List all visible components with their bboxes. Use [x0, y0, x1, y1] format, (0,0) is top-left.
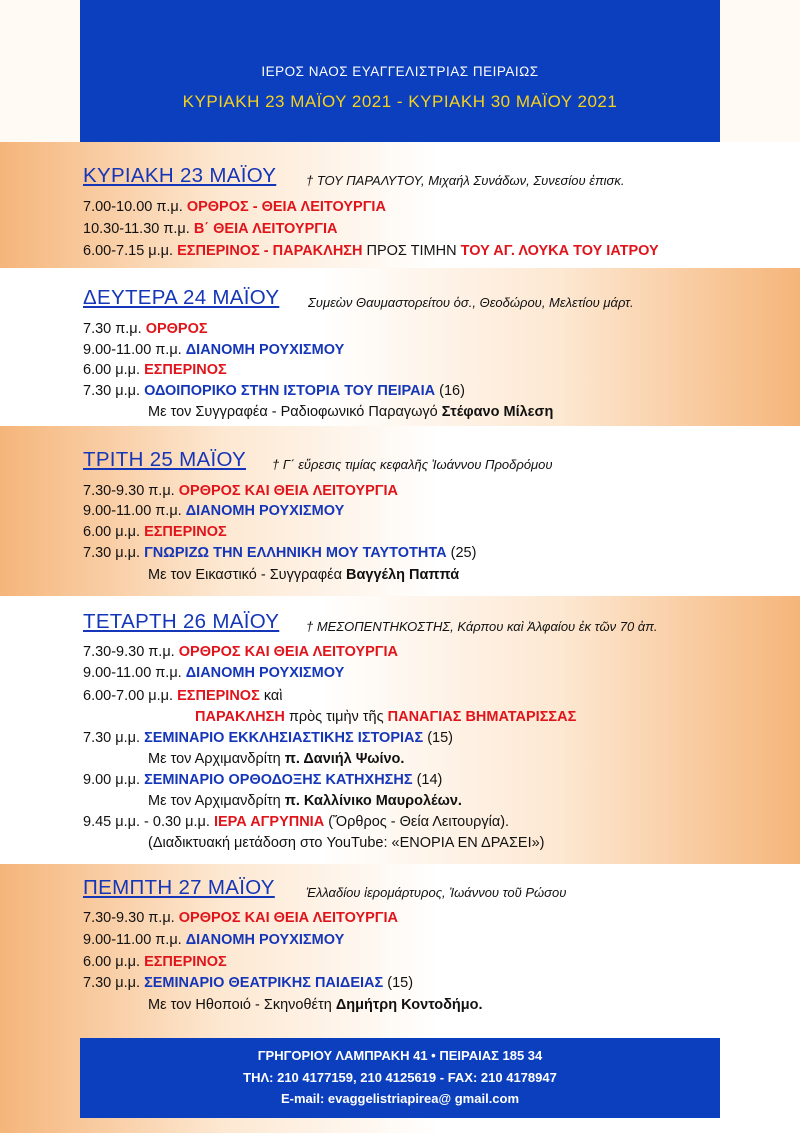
- schedule-line: [83, 545, 476, 561]
- line-event: ΕΣΠΕΡΙΝΟΣ: [177, 688, 260, 704]
- line-time: 7.30 μ.μ.: [83, 383, 141, 399]
- schedule-line: [83, 483, 398, 499]
- church-name: ΙΕΡΟΣ ΝΑΟΣ ΕΥΑΓΓΕΛΙΣΤΡΙΑΣ ΠΕΙΡΑΙΩΣ: [261, 64, 539, 79]
- schedule-line: [83, 644, 398, 660]
- schedule-line: [83, 503, 344, 519]
- line-event: ΔΙΑΝΟΜΗ ΡΟΥΧΙΣΜΟΥ: [185, 342, 345, 358]
- line-time: 9.00-11.00 π.μ.: [83, 932, 182, 948]
- schedule-line: [83, 362, 227, 378]
- line-time: 7.30 π.μ.: [83, 321, 142, 337]
- line-time: 7.30 μ.μ.: [83, 975, 141, 991]
- line-event: ΙΕΡΑ ΑΓΡΥΠΝΙΑ: [213, 814, 325, 830]
- line-suffix: καὶ: [263, 688, 283, 704]
- feast-text: † ΜΕΣΟΠΕΝΤΗΚΟΣΤΗΣ, Κάρπου καὶ Ἀλφαίου ἐκ τῶν 70 ἀπ.: [306, 619, 658, 634]
- schedule-line: [83, 772, 442, 788]
- line-prefix: Με τον Συγγραφέα - Ραδιοφωνικό Παραγωγό: [148, 404, 438, 420]
- line-event: ΓΝΩΡΙΖΩ ΤΗΝ ΕΛΛΗΝΙΚΗ ΜΟΥ ΤΑΥΤΟΤΗΤΑ: [144, 545, 447, 561]
- schedule-line: [148, 835, 545, 851]
- line-event: ΔΙΑΝΟΜΗ ΡΟΥΧΙΣΜΟΥ: [185, 665, 345, 681]
- line-time: 6.00 μ.μ.: [83, 362, 141, 378]
- line-time: 9.00-11.00 π.μ.: [83, 342, 182, 358]
- footer-phones: ΤΗΛ: 210 4177159, 210 4125619 - FAX: 210 4178947: [243, 1070, 557, 1085]
- schedule-line: [83, 814, 509, 830]
- schedule-line: [148, 751, 404, 767]
- schedule-line: [83, 221, 337, 237]
- schedule-line: [148, 793, 462, 809]
- line-suffix: (15): [387, 975, 414, 991]
- feast-text: Ἑλλαδίου ἱερομάρτυρος, Ἰωάννου τοῦ Ρώσου: [306, 885, 567, 900]
- line-prefix: Με τον Αρχιμανδρίτη: [148, 751, 281, 767]
- line-mid: πρὸς τιμὴν τῆς: [288, 709, 384, 725]
- line-event: ΟΡΘΡΟΣ ΚΑΙ ΘΕΙΑ ΛΕΙΤΟΥΡΓΙΑ: [178, 483, 398, 499]
- schedule-line: [83, 688, 283, 704]
- schedule-line: [83, 910, 398, 926]
- line-event: ΕΣΠΕΡΙΝΟΣ: [144, 954, 227, 970]
- feast-text: † Γ΄ εὕρεσις τιμίας κεφαλῆς Ἰωάννου Προδρόμου: [272, 457, 553, 472]
- line-prefix: Με τον Αρχιμανδρίτη: [148, 793, 281, 809]
- line-time: 7.30 μ.μ.: [83, 545, 141, 561]
- footer-address: ΓΡΗΓΟΡΙΟΥ ΛΑΜΠΡΑΚΗ 41 • ΠΕΙΡΑΙΑΣ 185 34: [257, 1048, 543, 1063]
- line-event: ΟΡΘΡΟΣ ΚΑΙ ΘΕΙΑ ΛΕΙΤΟΥΡΓΙΑ: [178, 910, 398, 926]
- line-time: 6.00 μ.μ.: [83, 954, 141, 970]
- line-suffix: (Ὄρθρος - Θεία Λειτουργία).: [328, 814, 510, 830]
- day-title: ΔΕΥΤΕΡΑ 24 ΜΑΪΟΥ: [83, 286, 280, 309]
- line-prefix: Με τον Εικαστικό - Συγγραφέα: [148, 567, 342, 583]
- line-event: ΟΡΘΡΟΣ: [145, 321, 208, 337]
- line-event: ΣΕΜΙΝΑΡΙΟ ΕΚΚΛΗΣΙΑΣΤΙΚΗΣ ΙΣΤΟΡΙΑΣ: [144, 730, 424, 746]
- line-event-secondary: ΤΟΥ ΑΓ. ΛΟΥΚΑ ΤΟΥ ΙΑΤΡΟΥ: [460, 243, 659, 259]
- line-person: π. Καλλίνικο Μαυρολέων.: [284, 793, 462, 809]
- line-prefix: (Διαδικτυακή μετάδοση στο YouTube: «ΕΝΟΡΙΑ ΕΝ ΔΡΑΣΕΙ»): [148, 835, 545, 851]
- line-event-secondary: ΠΑΝΑΓΙΑΣ ΒΗΜΑΤΑΡΙΣΣΑΣ: [387, 709, 577, 725]
- schedule-line: [83, 383, 465, 399]
- schedule-line: [83, 199, 386, 215]
- schedule-line: [83, 730, 453, 746]
- day-title: ΤΕΤΑΡΤΗ 26 ΜΑΪΟΥ: [83, 610, 280, 633]
- footer-email[interactable]: E-mail: evaggelistriapirea@ gmail.com: [280, 1091, 520, 1106]
- line-time: 10.30-11.30 π.μ.: [83, 221, 190, 237]
- schedule-line: [148, 404, 553, 420]
- schedule-line: [83, 243, 659, 259]
- line-time: 7.30-9.30 π.μ.: [83, 644, 175, 660]
- day-title: ΚΥΡΙΑΚΗ 23 ΜΑΪΟΥ: [83, 164, 277, 187]
- line-event: ΕΣΠΕΡΙΝΟΣ - ΠΑΡΑΚΛΗΣΗ: [177, 243, 363, 259]
- line-event: ΟΡΘΡΟΣ - ΘΕΙΑ ΛΕΙΤΟΥΡΓΙΑ: [186, 199, 386, 215]
- day-title: ΠΕΜΠΤΗ 27 ΜΑΪΟΥ: [83, 876, 275, 899]
- schedule-line: [83, 932, 344, 948]
- line-time: 7.30-9.30 π.μ.: [83, 483, 175, 499]
- feast-text: † ΤΟΥ ΠΑΡΑΛΥΤΟΥ, Μιχαήλ Συνάδων, Συνεσίου ἐπισκ.: [306, 173, 625, 188]
- line-time: 7.00-10.00 π.μ.: [83, 199, 183, 215]
- line-prefix: Με τον Ηθοποιό - Σκηνοθέτη: [148, 997, 332, 1013]
- line-event: ΔΙΑΝΟΜΗ ΡΟΥΧΙΣΜΟΥ: [185, 932, 345, 948]
- schedule-line: [83, 975, 413, 991]
- line-time: 6.00-7.00 μ.μ.: [83, 688, 174, 704]
- schedule-line: [83, 524, 227, 540]
- schedule-line: [83, 665, 344, 681]
- line-person: π. Δανιήλ Ψωίνο.: [284, 751, 405, 767]
- line-time: 9.00-11.00 π.μ.: [83, 503, 182, 519]
- header-banner: [80, 0, 720, 142]
- line-event: ΟΔΟΙΠΟΡΙΚΟ ΣΤΗΝ ΙΣΤΟΡΙΑ ΤΟΥ ΠΕΙΡΑΙΑ: [144, 383, 436, 399]
- line-event: Β΄ ΘΕΙΑ ΛΕΙΤΟΥΡΓΙΑ: [193, 221, 338, 237]
- line-person: Βαγγέλη Παππά: [346, 567, 460, 583]
- day-title: ΤΡΙΤΗ 25 ΜΑΪΟΥ: [83, 448, 247, 471]
- line-event: ΔΙΑΝΟΜΗ ΡΟΥΧΙΣΜΟΥ: [185, 503, 345, 519]
- schedule-period: ΚΥΡΙΑΚΗ 23 ΜΑΪΟΥ 2021 - ΚΥΡΙΑΚΗ 30 ΜΑΪΟΥ 2021: [182, 92, 618, 111]
- schedule-line: [83, 321, 208, 337]
- line-time: 6.00 μ.μ.: [83, 524, 141, 540]
- schedule-line: [148, 567, 459, 583]
- line-person: Στέφανο Μίλεση: [441, 404, 554, 420]
- line-time: 6.00-7.15 μ.μ.: [83, 243, 174, 259]
- line-suffix: (15): [427, 730, 454, 746]
- line-event: ΟΡΘΡΟΣ ΚΑΙ ΘΕΙΑ ΛΕΙΤΟΥΡΓΙΑ: [178, 644, 398, 660]
- line-person: Δημήτρη Κοντοδήμο.: [335, 997, 483, 1013]
- line-event: ΕΣΠΕΡΙΝΟΣ: [144, 362, 227, 378]
- feast-text: Συμεὼν Θαυμαστορείτου ὁσ., Θεοδώρου, Μελετίου μάρτ.: [308, 295, 634, 310]
- schedule-line: [148, 997, 483, 1013]
- footer-contact: [80, 1038, 720, 1118]
- schedule-line: [195, 709, 576, 725]
- line-suffix: (16): [439, 383, 465, 399]
- line-event: ΣΕΜΙΝΑΡΙΟ ΘΕΑΤΡΙΚΗΣ ΠΑΙΔΕΙΑΣ: [144, 975, 384, 991]
- line-event: ΣΕΜΙΝΑΡΙΟ ΟΡΘΟΔΟΞΗΣ ΚΑΤΗΧΗΣΗΣ: [144, 772, 413, 788]
- schedule-line: [83, 954, 227, 970]
- line-time: 9.45 μ.μ. - 0.30 μ.μ.: [83, 814, 210, 830]
- line-time: 9.00 μ.μ.: [83, 772, 141, 788]
- line-event: ΕΣΠΕΡΙΝΟΣ: [144, 524, 227, 540]
- line-event: ΠΑΡΑΚΛΗΣΗ: [195, 709, 285, 725]
- line-suffix: (25): [450, 545, 477, 561]
- line-time: 9.00-11.00 π.μ.: [83, 665, 182, 681]
- line-time: 7.30 μ.μ.: [83, 730, 141, 746]
- line-mid: ΠΡΟΣ ΤΙΜΗΝ: [366, 243, 457, 259]
- schedule-line: [83, 342, 344, 358]
- line-time: 7.30-9.30 π.μ.: [83, 910, 175, 926]
- line-suffix: (14): [416, 772, 443, 788]
